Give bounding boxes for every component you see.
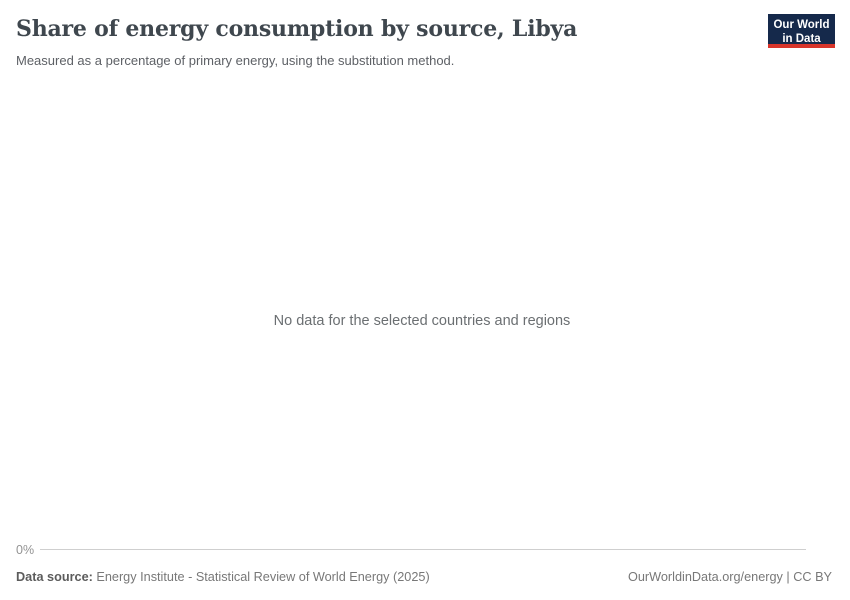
owid-footer-link[interactable]: OurWorldinData.org/energy | CC BY (627, 570, 832, 584)
data-source-note[interactable] (16, 569, 430, 585)
owid-logo-line1: Our World (773, 19, 830, 31)
axis-baseline-line (40, 549, 806, 550)
chart-footer (16, 569, 832, 585)
y-axis-zero-label: 0% (16, 542, 35, 557)
data-source-value: Energy Institute - Statistical Review of World Energy (2025) (92, 570, 430, 584)
data-source-label: Data source: (16, 570, 93, 584)
no-data-message: No data for the selected countries and regions (273, 313, 571, 329)
chart-subtitle: Measured as a percentage of primary energy, using the substitution method. (16, 53, 455, 68)
owid-logo-line2: in Data (782, 33, 821, 45)
plot-area (38, 80, 806, 549)
chart-title: Share of energy consumption by source, Libya (16, 16, 578, 42)
owid-logo[interactable] (768, 14, 835, 48)
x-axis-baseline-row (16, 542, 806, 557)
